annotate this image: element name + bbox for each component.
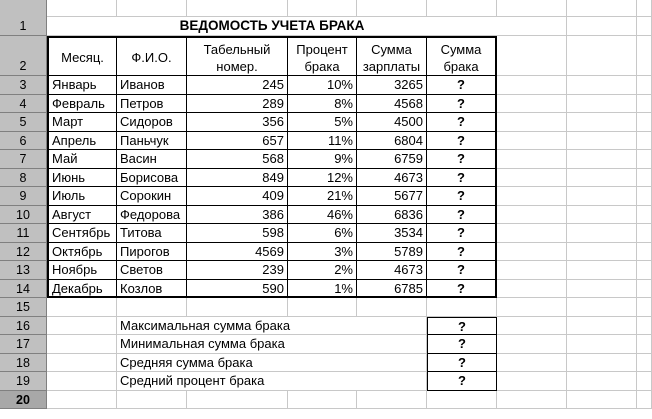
row-header[interactable]: 17 (0, 335, 47, 354)
summary-value[interactable]: ? (427, 372, 497, 391)
cell-pct[interactable]: 5% (288, 113, 357, 132)
sheet-row (0, 335, 652, 354)
cell-salary[interactable]: 6836 (357, 206, 427, 225)
sheet-row (0, 113, 652, 132)
cell-F1[interactable] (427, 16, 497, 36)
cell-I1[interactable] (637, 16, 652, 36)
column-divider (496, 0, 497, 16)
cell-D20[interactable] (288, 391, 357, 410)
cell-B20[interactable] (117, 391, 187, 410)
cell-I4[interactable] (637, 95, 652, 114)
cell-name[interactable]: Борисова (117, 169, 187, 188)
cell-G9[interactable] (497, 187, 567, 206)
cell-A15[interactable] (47, 298, 117, 317)
cell-name[interactable]: Сорокин (117, 187, 187, 206)
cell-G18[interactable] (497, 354, 567, 373)
cell-H12[interactable] (567, 243, 637, 262)
sheet-row (0, 391, 652, 410)
column-header-strip (0, 0, 652, 17)
row-header[interactable]: 2 (0, 36, 47, 76)
cell-H13[interactable] (567, 261, 637, 280)
cell-I7[interactable] (637, 150, 652, 169)
column-divider (287, 0, 288, 16)
sheet-row (0, 372, 652, 391)
cell-G20[interactable] (497, 391, 567, 410)
cell-pct[interactable]: 6% (288, 224, 357, 243)
sheet-row (0, 150, 652, 169)
column-divider (566, 0, 567, 16)
sheet-row (0, 354, 652, 373)
summary-label: Средний процент брака (120, 373, 265, 388)
cell-G1[interactable] (497, 16, 567, 36)
cell-salary[interactable]: 4568 (357, 95, 427, 114)
row-header[interactable]: 8 (0, 169, 47, 188)
cell-G4[interactable] (497, 95, 567, 114)
cell-E2[interactable] (357, 36, 427, 76)
row-header[interactable]: 10 (0, 206, 47, 225)
cell-I19[interactable] (637, 372, 652, 391)
sheet-row (0, 169, 652, 188)
cell-month[interactable]: Декабрь (47, 280, 117, 299)
sheet-row (0, 36, 652, 76)
cell-E20[interactable] (357, 391, 427, 410)
column-divider (636, 0, 637, 16)
cell-I12[interactable] (637, 243, 652, 262)
cell-H16[interactable] (567, 317, 637, 336)
sheet-row (0, 206, 652, 225)
summary-value[interactable]: ? (427, 335, 497, 354)
row-header[interactable]: 6 (0, 132, 47, 151)
cell-I15[interactable] (637, 298, 652, 317)
cell-defect[interactable]: ? (427, 187, 497, 206)
cell-H19[interactable] (567, 372, 637, 391)
cell-H18[interactable] (567, 354, 637, 373)
cell-H5[interactable] (567, 113, 637, 132)
column-header-label: Сумма (371, 42, 412, 57)
cell-pct[interactable]: 10% (288, 76, 357, 95)
summary-label: Средняя сумма брака (120, 354, 253, 370)
cell-defect[interactable]: ? (427, 206, 497, 225)
cell-G16[interactable] (497, 317, 567, 336)
cell-H6[interactable] (567, 132, 637, 151)
column-header-label: Табельный (203, 42, 271, 57)
cell-pct[interactable]: 12% (288, 169, 357, 188)
cell-pct[interactable]: 3% (288, 243, 357, 262)
cell-defect[interactable]: ? (427, 224, 497, 243)
cell-H15[interactable] (567, 298, 637, 317)
column-header-label: Сумма (440, 42, 482, 57)
cell-H7[interactable] (567, 150, 637, 169)
cell-H4[interactable] (567, 95, 637, 114)
column-header-label: Ф.И.О. (131, 50, 172, 65)
cell-name[interactable]: Паньчук (117, 132, 187, 151)
cell-C20[interactable] (187, 391, 288, 410)
sheet-row (0, 95, 652, 114)
cell-pct[interactable]: 8% (288, 95, 357, 114)
column-divider (426, 0, 427, 16)
cell-H9[interactable] (567, 187, 637, 206)
cell-salary[interactable]: 4673 (357, 169, 427, 188)
cell-salary[interactable]: 6804 (357, 132, 427, 151)
cell-I18[interactable] (637, 354, 652, 373)
cell-defect[interactable]: ? (427, 95, 497, 114)
row-header[interactable]: 15 (0, 298, 47, 317)
row-header[interactable]: 1 (0, 16, 47, 36)
cell-E15[interactable] (357, 298, 427, 317)
row-header[interactable]: 14 (0, 280, 47, 299)
cell-salary[interactable]: 4673 (357, 261, 427, 280)
cell-H14[interactable] (567, 280, 637, 299)
cell-salary[interactable]: 6759 (357, 150, 427, 169)
column-header-label: зарплаты (362, 59, 421, 74)
cell-defect[interactable]: ? (427, 76, 497, 95)
cell-pct[interactable]: 11% (288, 132, 357, 151)
cell-pct[interactable]: 46% (288, 206, 357, 225)
cell-I14[interactable] (637, 280, 652, 299)
cell-defect[interactable]: ? (427, 132, 497, 151)
cell-defect[interactable]: ? (427, 243, 497, 262)
cell-A18[interactable] (47, 354, 117, 373)
column-header-label: брака (304, 59, 340, 74)
cell-month[interactable]: Сентябрь (47, 224, 117, 243)
cell-month[interactable]: Август (47, 206, 117, 225)
sheet-row (0, 280, 652, 299)
cell-pct[interactable]: 2% (288, 261, 357, 280)
cell-tab[interactable]: 245 (187, 76, 288, 95)
cell-pct[interactable]: 9% (288, 150, 357, 169)
cell-I17[interactable] (637, 335, 652, 354)
cell-B2[interactable] (117, 36, 187, 76)
cell-defect[interactable]: ? (427, 113, 497, 132)
cell-H3[interactable] (567, 76, 637, 95)
cell-tab[interactable]: 598 (187, 224, 288, 243)
cell-I3[interactable] (637, 76, 652, 95)
row-header[interactable]: 13 (0, 261, 47, 280)
cell-I6[interactable] (637, 132, 652, 151)
row-header[interactable]: 20 (0, 391, 47, 410)
cell-tab[interactable]: 386 (187, 206, 288, 225)
column-header-label: Месяц. (61, 50, 104, 65)
summary-label: Максимальная сумма брака (120, 317, 291, 333)
column-header-label: номер. (216, 59, 258, 74)
cell-name[interactable]: Титова (117, 224, 187, 243)
row-header[interactable]: 5 (0, 113, 47, 132)
cell-H11[interactable] (567, 224, 637, 243)
column-divider (116, 0, 117, 16)
cell-tab[interactable]: 849 (187, 169, 288, 188)
cell-name[interactable]: Петров (117, 95, 187, 114)
cell-H1[interactable] (567, 16, 637, 36)
cell-tab[interactable]: 409 (187, 187, 288, 206)
cell-tab[interactable]: 657 (187, 132, 288, 151)
cell-month[interactable]: Январь (47, 76, 117, 95)
row-header[interactable]: 3 (0, 76, 47, 95)
cell-pct[interactable]: 21% (288, 187, 357, 206)
cell-salary[interactable]: 6785 (357, 280, 427, 299)
cell-tab[interactable]: 590 (187, 280, 288, 299)
summary-value[interactable]: ? (427, 317, 497, 336)
cell-B15[interactable] (117, 298, 187, 317)
cell-G13[interactable] (497, 261, 567, 280)
corner-cell[interactable] (0, 0, 47, 16)
cell-tab[interactable]: 239 (187, 261, 288, 280)
summary-label: Минимальная сумма брака (120, 336, 285, 351)
cell-H8[interactable] (567, 169, 637, 188)
cell-defect[interactable]: ? (427, 261, 497, 280)
cell-I16[interactable] (637, 317, 652, 336)
sheet-row (0, 132, 652, 151)
cell-C15[interactable] (187, 298, 288, 317)
sheet-row (0, 187, 652, 206)
cell-month[interactable]: Октябрь (47, 243, 117, 262)
cell-G12[interactable] (497, 243, 567, 262)
sheet-row (0, 243, 652, 262)
sheet-title: ВЕДОМОСТЬ УЧЕТА БРАКА (179, 18, 365, 33)
cell-name[interactable]: Васин (117, 150, 187, 169)
cell-salary[interactable]: 5789 (357, 243, 427, 262)
cell-H17[interactable] (567, 335, 637, 354)
column-divider (186, 0, 187, 16)
cell-tab[interactable]: 568 (187, 150, 288, 169)
cell-G14[interactable] (497, 280, 567, 299)
row-header[interactable]: 11 (0, 224, 47, 243)
cell-I9[interactable] (637, 187, 652, 206)
cell-I13[interactable] (637, 261, 652, 280)
cell-D2[interactable] (288, 36, 357, 76)
cell-I2[interactable] (637, 36, 652, 76)
cell-G8[interactable] (497, 169, 567, 188)
cell-month[interactable]: Апрель (47, 132, 117, 151)
cell-salary[interactable]: 5677 (357, 187, 427, 206)
cell-F2[interactable] (427, 36, 497, 76)
sheet-row (0, 261, 652, 280)
cell-month[interactable]: Июль (47, 187, 117, 206)
cell-month[interactable]: Март (47, 113, 117, 132)
cell-month[interactable]: Ноябрь (47, 261, 117, 280)
cell-G7[interactable] (497, 150, 567, 169)
row-header[interactable]: 12 (0, 243, 47, 262)
cell-pct[interactable]: 1% (288, 280, 357, 299)
cell-I10[interactable] (637, 206, 652, 225)
cell-name[interactable]: Федорова (117, 206, 187, 225)
cell-month[interactable]: Июнь (47, 169, 117, 188)
cell-G19[interactable] (497, 372, 567, 391)
sheet-row (0, 298, 652, 317)
row-header[interactable]: 9 (0, 187, 47, 206)
row-header[interactable]: 4 (0, 95, 47, 114)
cell-I8[interactable] (637, 169, 652, 188)
sheet-row (0, 317, 652, 336)
cell-name[interactable]: Иванов (117, 76, 187, 95)
cell-defect[interactable]: ? (427, 280, 497, 299)
cell-G2[interactable] (497, 36, 567, 76)
cell-A1[interactable] (47, 16, 117, 36)
cell-C2[interactable] (187, 36, 288, 76)
cell-A19[interactable] (47, 372, 117, 391)
row-header[interactable]: 7 (0, 150, 47, 169)
cell-name[interactable]: Светов (117, 261, 187, 280)
cell-salary[interactable]: 4500 (357, 113, 427, 132)
cell-name[interactable]: Пирогов (117, 243, 187, 262)
sheet-row (0, 16, 652, 36)
cell-salary[interactable]: 3534 (357, 224, 427, 243)
cell-name[interactable]: Козлов (117, 280, 187, 299)
cell-F20[interactable] (427, 391, 497, 410)
cell-defect[interactable]: ? (427, 150, 497, 169)
row-header[interactable]: 18 (0, 354, 47, 373)
cell-H20[interactable] (567, 391, 637, 410)
cell-A2[interactable] (47, 36, 117, 76)
cell-month[interactable]: Май (47, 150, 117, 169)
sheet-row (0, 76, 652, 95)
cell-G15[interactable] (497, 298, 567, 317)
column-header-label: Процент (296, 42, 348, 57)
cell-H10[interactable] (567, 206, 637, 225)
cell-I11[interactable] (637, 224, 652, 243)
cell-tab[interactable]: 4569 (187, 243, 288, 262)
cell-tab[interactable]: 356 (187, 113, 288, 132)
cell-H2[interactable] (567, 36, 637, 76)
sheet-row (0, 224, 652, 243)
cell-G3[interactable] (497, 76, 567, 95)
cell-G10[interactable] (497, 206, 567, 225)
cell-G17[interactable] (497, 335, 567, 354)
cell-I5[interactable] (637, 113, 652, 132)
row-header[interactable]: 16 (0, 317, 47, 336)
cell-name[interactable]: Сидоров (117, 113, 187, 132)
cell-A16[interactable] (47, 317, 117, 336)
cell-I20[interactable] (637, 391, 652, 410)
cell-tab[interactable]: 289 (187, 95, 288, 114)
cell-F15[interactable] (427, 298, 497, 317)
cell-month[interactable]: Февраль (47, 95, 117, 114)
cell-salary[interactable]: 3265 (357, 76, 427, 95)
cell-A17[interactable] (47, 335, 117, 354)
row-header[interactable]: 19 (0, 372, 47, 391)
column-divider (356, 0, 357, 16)
summary-value[interactable]: ? (427, 354, 497, 373)
cell-D15[interactable] (288, 298, 357, 317)
cell-G6[interactable] (497, 132, 567, 151)
cell-G11[interactable] (497, 224, 567, 243)
cell-A20[interactable] (47, 391, 117, 410)
cell-G5[interactable] (497, 113, 567, 132)
cell-defect[interactable]: ? (427, 169, 497, 188)
column-header-label: брака (443, 59, 479, 74)
